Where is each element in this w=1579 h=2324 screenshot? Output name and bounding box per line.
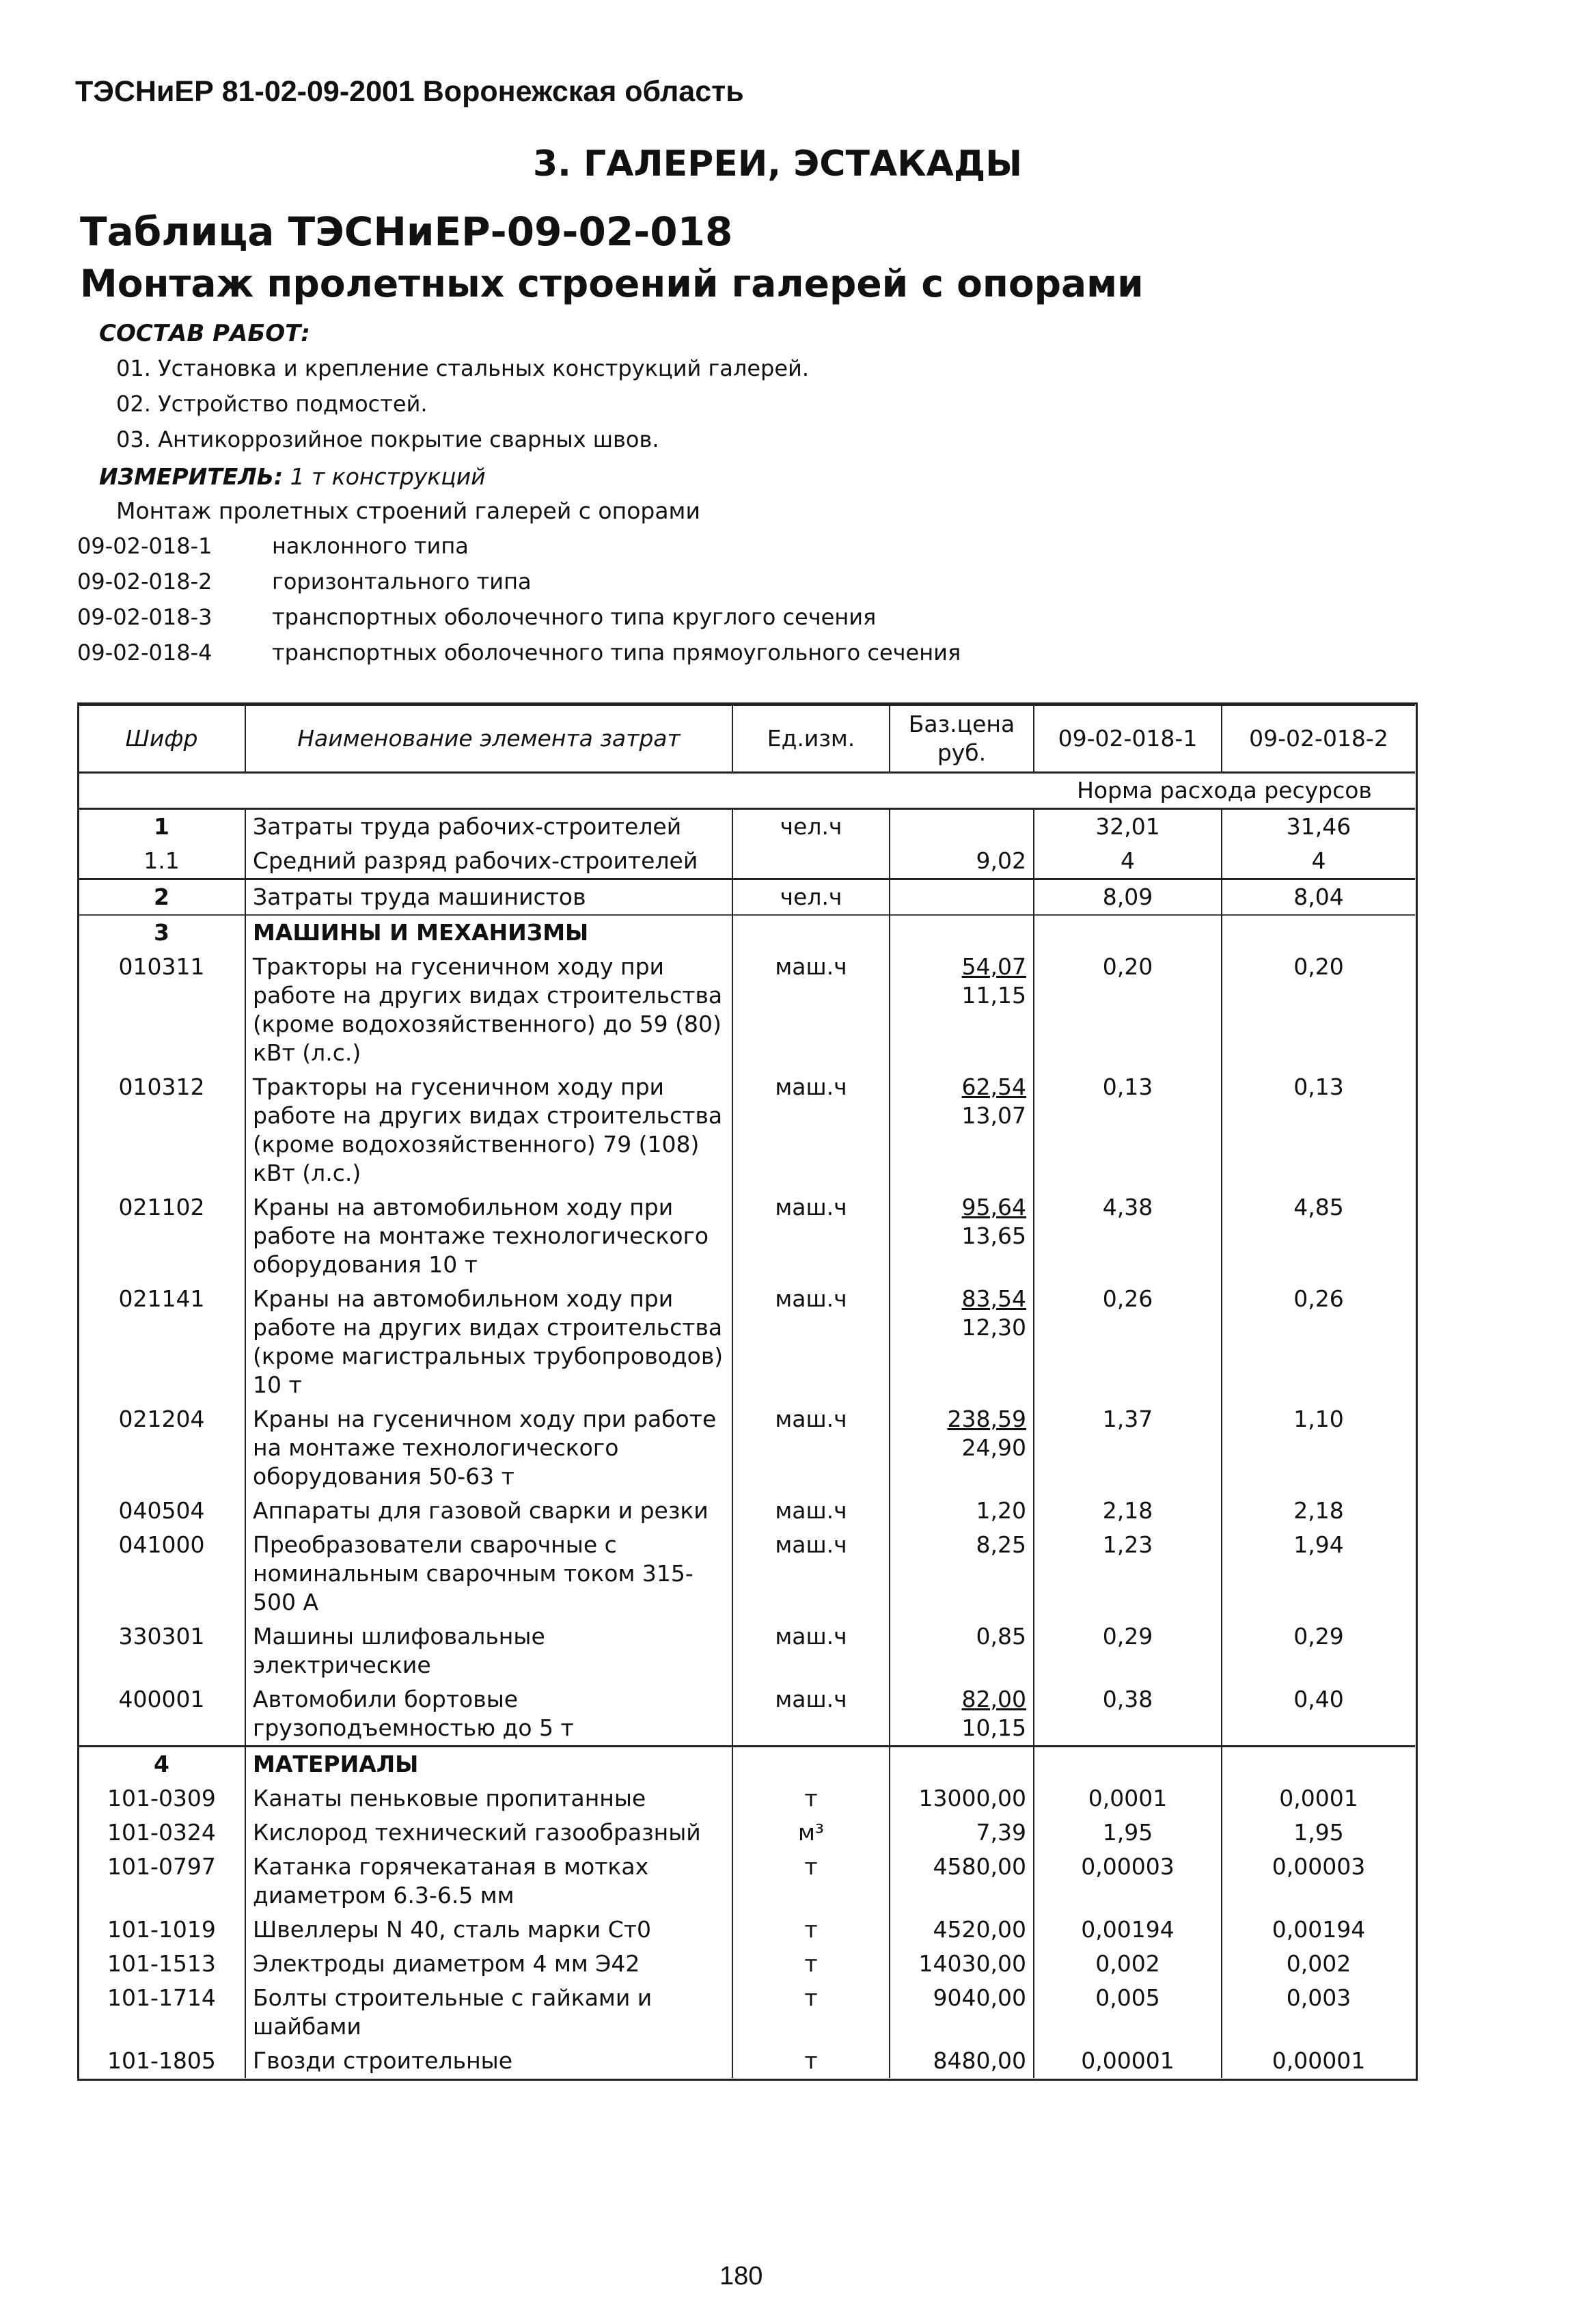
cell-code: 041000 (118, 1531, 205, 1558)
cell-code: 330301 (118, 1623, 205, 1650)
cell-variant-2: 1,94 (1222, 1528, 1415, 1619)
cell-variant-1: 8,09 (1034, 879, 1222, 916)
variant-code: 09-02-018-1 (77, 533, 212, 559)
table-row (79, 1947, 1415, 1981)
header-price (890, 705, 1034, 773)
table-row (79, 2044, 1415, 2078)
cell-name: Средний разряд рабочих-строителей (245, 844, 732, 879)
cell-price (890, 1816, 1034, 1850)
cell-code: 010312 (118, 1074, 205, 1100)
cell-unit: маш.ч (732, 1682, 890, 1747)
cell-variant-1: 32,01 (1034, 809, 1222, 845)
cell-variant-1: 0,00194 (1034, 1913, 1222, 1947)
table-row (79, 915, 1415, 950)
cell-price (890, 1282, 1034, 1402)
cell-variant-2: 0,003 (1222, 1981, 1415, 2044)
cell-price (890, 1619, 1034, 1682)
variant-name: горизонтального типа (272, 569, 532, 594)
cell-variant-1: 0,13 (1034, 1070, 1222, 1190)
work-item: 01. Установка и крепление стальных конструкций галерей. (116, 355, 809, 381)
cell-name: Электроды диаметром 4 мм Э42 (245, 1947, 732, 1981)
price-value: 83,54 (961, 1285, 1026, 1312)
cell-variant-1: 1,37 (1034, 1402, 1222, 1494)
price-value: 8480,00 (933, 2047, 1026, 2074)
cell-variant-1: 0,20 (1034, 950, 1222, 1070)
cell-variant-1: 0,38 (1034, 1682, 1222, 1747)
cell-variant-2 (1222, 1747, 1415, 1782)
cell-variant-1: 4 (1034, 844, 1222, 879)
table-row (79, 1850, 1415, 1913)
cell-unit: м³ (732, 1816, 890, 1850)
work-item: 02. Устройство подмостей. (116, 391, 428, 417)
price-value: 9,02 (976, 847, 1026, 874)
cell-price (890, 1494, 1034, 1528)
measure-value: 1 т конструкций (290, 463, 486, 490)
cell-name: Краны на автомобильном ходу при работе на монтаже технологического оборудования 10 т (245, 1190, 732, 1282)
norm-caption: Норма расхода ресурсов (1034, 773, 1415, 809)
price-value: 8,25 (976, 1531, 1026, 1558)
price-value: 14030,00 (918, 1950, 1026, 1977)
variant-name: транспортных оболочечного типа прямоугольного сечения (272, 640, 961, 666)
cell-price (890, 879, 1034, 916)
resource-norms-table (79, 704, 1415, 2078)
cell-variant-1: 0,26 (1034, 1282, 1222, 1402)
machinist-wage-value: 13,65 (961, 1222, 1026, 1249)
cell-variant-2: 31,46 (1222, 809, 1415, 845)
cell-unit: маш.ч (732, 1619, 890, 1682)
cell-code: 2 (79, 879, 245, 916)
cell-code: 021102 (118, 1194, 205, 1220)
header-unit: Ед.изм. (732, 705, 890, 773)
price-value: 95,64 (961, 1194, 1026, 1220)
cell-price (890, 1070, 1034, 1190)
cell-unit: т (732, 1981, 890, 2044)
variant-code: 09-02-018-2 (77, 569, 212, 594)
measure-label: ИЗМЕРИТЕЛЬ: (99, 463, 284, 490)
cell-name: МАТЕРИАЛЫ (245, 1747, 732, 1782)
cell-unit: маш.ч (732, 1070, 890, 1190)
document-header: ТЭСНиЕР 81-02-09-2001 Воронежская область (75, 75, 744, 108)
table-title: Таблица ТЭСНиЕР-09-02-018 (80, 208, 733, 255)
cell-unit: маш.ч (732, 1282, 890, 1402)
cell-price (890, 844, 1034, 879)
cell-unit: т (732, 2044, 890, 2078)
price-value: 62,54 (961, 1074, 1026, 1100)
table-row (79, 1781, 1415, 1816)
price-value: 7,39 (976, 1819, 1026, 1846)
cell-price (890, 950, 1034, 1070)
price-value: 4520,00 (933, 1916, 1026, 1943)
cell-unit: маш.ч (732, 1528, 890, 1619)
cell-variant-1: 0,29 (1034, 1619, 1222, 1682)
cell-name: Канаты пеньковые пропитанные (245, 1781, 732, 1816)
cell-variant-2: 1,10 (1222, 1402, 1415, 1494)
price-value: 13000,00 (918, 1785, 1026, 1812)
cell-variant-2: 8,04 (1222, 879, 1415, 916)
cell-variant-2: 0,29 (1222, 1619, 1415, 1682)
cell-name: Катанка горячекатаная в мотках диаметром 6.3-6.5 мм (245, 1850, 732, 1913)
variant-code: 09-02-018-3 (77, 604, 212, 630)
cell-variant-2: 0,40 (1222, 1682, 1415, 1747)
cell-unit: чел.ч (732, 809, 890, 845)
variant-code: 09-02-018-4 (77, 640, 212, 666)
cell-name: Краны на гусеничном ходу при работе на монтаже технологического оборудования 50-63 т (245, 1402, 732, 1494)
cell-variant-2: 0,00194 (1222, 1913, 1415, 1947)
cell-name: Болты строительные с гайками и шайбами (245, 1981, 732, 2044)
cell-name: Тракторы на гусеничном ходу при работе на других видах строительства (кроме водохозяйственного) до 59 (80) кВт (л.с.) (245, 950, 732, 1070)
cell-name: Краны на автомобильном ходу при работе на других видах строительства (кроме магистральных трубопроводов) 10 т (245, 1282, 732, 1402)
table-row (79, 844, 1415, 879)
cell-unit: маш.ч (732, 1402, 890, 1494)
price-value: 54,07 (961, 953, 1026, 980)
cell-variant-1: 0,00001 (1034, 2044, 1222, 2078)
table-subtitle: Монтаж пролетных строений галерей с опорами (80, 262, 1144, 305)
cell-name: Тракторы на гусеничном ходу при работе на других видах строительства (кроме водохозяйственного) 79 (108) кВт (л.с.) (245, 1070, 732, 1190)
cell-name: Кислород технический газообразный (245, 1816, 732, 1850)
cell-variant-1: 1,95 (1034, 1816, 1222, 1850)
cell-price (890, 809, 1034, 845)
cell-variant-1: 0,002 (1034, 1947, 1222, 1981)
cell-price (890, 1682, 1034, 1747)
cell-code: 4 (79, 1747, 245, 1782)
cell-unit (732, 844, 890, 879)
work-item: 03. Антикоррозийное покрытие сварных швов. (116, 426, 659, 452)
cell-code: 101-1714 (107, 1984, 216, 2011)
cell-variant-2: 4,85 (1222, 1190, 1415, 1282)
cell-price (890, 1190, 1034, 1282)
cell-code: 101-1513 (107, 1950, 216, 1977)
norm-caption-spacer (79, 773, 1034, 809)
table-row (79, 879, 1415, 916)
cell-price (890, 1850, 1034, 1913)
cell-variant-2: 0,00001 (1222, 2044, 1415, 2078)
cell-name: Швеллеры N 40, сталь марки Ст0 (245, 1913, 732, 1947)
cell-unit: маш.ч (732, 950, 890, 1070)
cell-unit: чел.ч (732, 879, 890, 916)
cell-variant-2: 0,13 (1222, 1070, 1415, 1190)
cell-variant-2: 0,002 (1222, 1947, 1415, 1981)
table-row (79, 1981, 1415, 2044)
cell-variant-1 (1034, 915, 1222, 950)
cell-code: 101-0309 (107, 1785, 216, 1812)
machinist-wage-value: 12,30 (961, 1314, 1026, 1341)
cell-variant-1: 2,18 (1034, 1494, 1222, 1528)
cell-unit: т (732, 1913, 890, 1947)
cell-unit (732, 915, 890, 950)
table-row (79, 1747, 1415, 1782)
table-row (79, 1816, 1415, 1850)
machinist-wage-value: 13,07 (961, 1102, 1026, 1129)
table-row (79, 1402, 1415, 1494)
cell-name: МАШИНЫ И МЕХАНИЗМЫ (245, 915, 732, 950)
machinist-wage-value: 11,15 (961, 982, 1026, 1009)
cell-variant-1: 0,00003 (1034, 1850, 1222, 1913)
cell-price (890, 1981, 1034, 2044)
cell-price (890, 1747, 1034, 1782)
cell-variant-2: 1,95 (1222, 1816, 1415, 1850)
cell-name: Гвозди строительные (245, 2044, 732, 2078)
section-title: 3. ГАЛЕРЕИ, ЭСТАКАДЫ (533, 143, 1023, 184)
cell-name: Затраты труда машинистов (245, 879, 732, 916)
cell-price (890, 1781, 1034, 1816)
cell-code: 101-0324 (107, 1819, 216, 1846)
table-row (79, 1070, 1415, 1190)
cell-price (890, 2044, 1034, 2078)
cell-code: 040504 (118, 1497, 205, 1524)
page-number: 180 (719, 2262, 763, 2291)
cell-name: Затраты труда рабочих-строителей (245, 809, 732, 845)
norm-caption-row (79, 773, 1415, 809)
table-row (79, 1190, 1415, 1282)
machinist-wage-value: 24,90 (961, 1434, 1026, 1461)
cell-code: 1 (79, 809, 245, 845)
cell-unit: т (732, 1781, 890, 1816)
cell-variant-1: 1,23 (1034, 1528, 1222, 1619)
price-value: 9040,00 (933, 1984, 1026, 2011)
header-price-line1: Баз.цена (908, 711, 1015, 737)
cell-code: 021141 (118, 1285, 205, 1312)
cell-unit: т (732, 1947, 890, 1981)
cell-code: 101-1805 (107, 2047, 216, 2074)
cell-unit: маш.ч (732, 1494, 890, 1528)
cell-unit (732, 1747, 890, 1782)
cell-price (890, 1947, 1034, 1981)
cell-unit: маш.ч (732, 1190, 890, 1282)
cell-variant-2: 0,20 (1222, 950, 1415, 1070)
cell-price (890, 1528, 1034, 1619)
table-row (79, 1682, 1415, 1747)
table-row (79, 1913, 1415, 1947)
cell-variant-1 (1034, 1747, 1222, 1782)
cell-name: Преобразователи сварочные с номинальным сварочным током 315-500 А (245, 1528, 732, 1619)
cell-variant-1: 4,38 (1034, 1190, 1222, 1282)
cell-code: 010311 (118, 953, 205, 980)
price-value: 238,59 (947, 1406, 1026, 1432)
cell-variant-1: 0,005 (1034, 1981, 1222, 2044)
header-variant-2: 09-02-018-2 (1222, 705, 1415, 773)
cell-code: 101-1019 (107, 1916, 216, 1943)
cell-name: Автомобили бортовые грузоподъемностью до 5 т (245, 1682, 732, 1747)
cell-price (890, 915, 1034, 950)
header-name: Наименование элемента затрат (245, 705, 732, 773)
table-header-row (79, 705, 1415, 773)
table-row (79, 950, 1415, 1070)
table-row (79, 1494, 1415, 1528)
cell-code: 3 (79, 915, 245, 950)
header-code: Шифр (79, 705, 245, 773)
price-value: 82,00 (961, 1686, 1026, 1712)
header-price-line2: руб. (937, 739, 987, 766)
table-row (79, 1528, 1415, 1619)
composition-label: СОСТАВ РАБОТ: (99, 320, 310, 347)
table-row (79, 1282, 1415, 1402)
variants-intro: Монтаж пролетных строений галерей с опорами (116, 497, 700, 524)
price-value: 0,85 (976, 1623, 1026, 1650)
cell-variant-2 (1222, 915, 1415, 950)
table-row (79, 1619, 1415, 1682)
header-variant-1: 09-02-018-1 (1034, 705, 1222, 773)
cell-code: 101-0797 (107, 1853, 216, 1880)
cell-unit: т (732, 1850, 890, 1913)
cell-code: 1.1 (143, 847, 180, 874)
cell-code: 021204 (118, 1406, 205, 1432)
cell-name: Аппараты для газовой сварки и резки (245, 1494, 732, 1528)
price-value: 1,20 (976, 1497, 1026, 1524)
price-value: 4580,00 (933, 1853, 1026, 1880)
cell-variant-2: 0,26 (1222, 1282, 1415, 1402)
machinist-wage-value: 10,15 (961, 1714, 1026, 1741)
cell-name: Машины шлифовальные электрические (245, 1619, 732, 1682)
table-row (79, 809, 1415, 845)
cell-variant-2: 0,00003 (1222, 1850, 1415, 1913)
cell-variant-2: 4 (1222, 844, 1415, 879)
variant-name: наклонного типа (272, 533, 469, 559)
measure-line (99, 463, 486, 490)
cell-price (890, 1913, 1034, 1947)
cell-variant-2: 2,18 (1222, 1494, 1415, 1528)
cell-code: 400001 (118, 1686, 205, 1712)
cell-variant-2: 0,0001 (1222, 1781, 1415, 1816)
cell-price (890, 1402, 1034, 1494)
cell-variant-1: 0,0001 (1034, 1781, 1222, 1816)
variant-name: транспортных оболочечного типа круглого сечения (272, 604, 877, 630)
